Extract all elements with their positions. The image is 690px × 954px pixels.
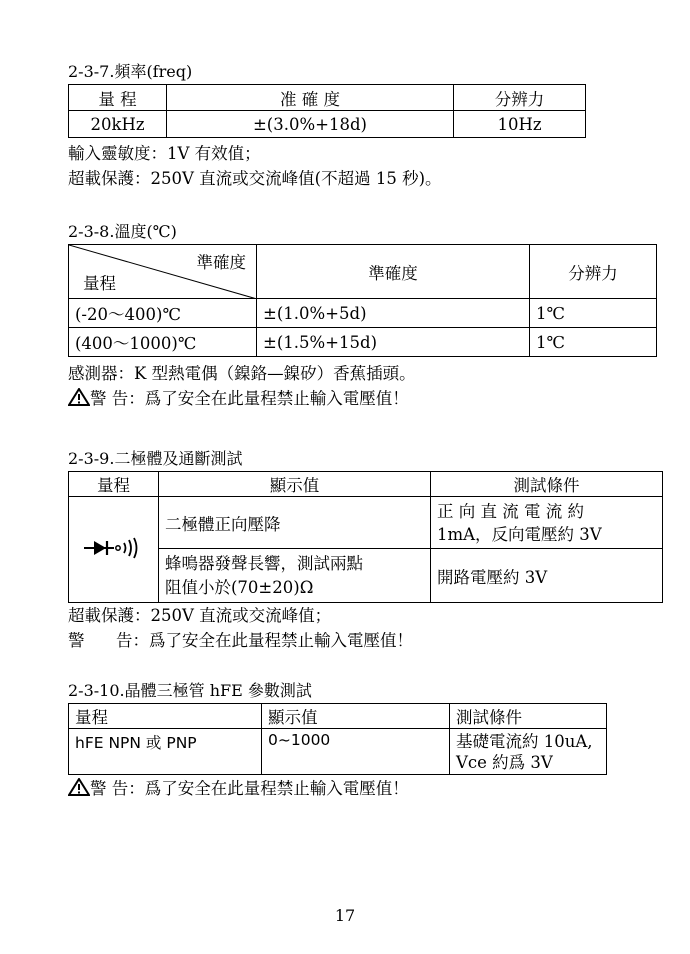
- cell-accuracy: ±(3.0%+18d): [167, 111, 454, 138]
- diode-spec-table: [68, 471, 663, 603]
- cell-accuracy: ±(1.0%+5d): [257, 299, 530, 328]
- header-accuracy: 準確度: [257, 245, 530, 299]
- display-line: 阻值小於(70±20)Ω: [165, 577, 314, 597]
- note-overload: 超載保護：250V 直流或交流峰值；: [68, 606, 332, 625]
- condition-line: 1mA，反向電壓約 3V: [437, 524, 602, 544]
- temp-spec-table: [68, 244, 657, 357]
- header-display: 顯示值: [262, 704, 450, 729]
- header-range: 量 程: [69, 85, 167, 111]
- cell-range: (400～1000)℃: [69, 328, 257, 357]
- condition-line: 基礎電流約 10uA,: [456, 731, 593, 751]
- page-number: 17: [334, 906, 356, 925]
- section-heading-diode: 2-3-9.二極體及通斷測試: [68, 449, 243, 468]
- header-resolution: 分辨力: [454, 85, 586, 111]
- cell-display: 0~1000: [262, 729, 450, 775]
- section-heading-temp: 2-3-8.溫度(℃): [68, 222, 177, 241]
- note-overload: 超載保護：250V 直流或交流峰值(不超過 15 秒)。: [68, 169, 442, 188]
- cell-range: (-20～400)℃: [69, 299, 257, 328]
- header-condition: 測試條件: [431, 472, 663, 497]
- note-sensitivity: 輸入靈敏度：1V 有效值；: [68, 144, 261, 163]
- cell-display-diode: 二極體正向壓降: [159, 497, 431, 549]
- cell-range: 20kHz: [69, 111, 167, 138]
- warning-triangle-icon: [68, 388, 90, 406]
- warning-triangle-icon: [68, 778, 90, 796]
- diagonal-header-cell: [69, 245, 257, 299]
- warning-text: 警 告：爲了安全在此量程禁止輸入電壓值！: [68, 631, 413, 650]
- header-range: 量程: [69, 472, 159, 497]
- cell-display-buzzer: [159, 549, 431, 603]
- header-condition: 測試條件: [450, 704, 607, 729]
- cell-accuracy: ±(1.5%+15d): [257, 328, 530, 357]
- note-sensor: 感測器：K 型熱電偶（鎳鉻—鎳矽）香蕉插頭。: [68, 364, 416, 383]
- cell-resolution: 1℃: [530, 328, 657, 357]
- cell-range: hFE NPN 或 PNP: [69, 729, 262, 775]
- header-resolution: 分辨力: [530, 245, 657, 299]
- cell-condition-buzzer: 開路電壓約 3V: [431, 549, 663, 603]
- cell-condition-diode: [431, 497, 663, 549]
- header-range: 量程: [69, 704, 262, 729]
- diag-top-label: 準確度: [196, 253, 246, 272]
- diode-buzzer-icon: [80, 536, 148, 560]
- warning-text: 警 告：爲了安全在此量程禁止輸入電壓值！: [90, 389, 409, 408]
- header-display: 顯示值: [159, 472, 431, 497]
- header-accuracy: 准 確 度: [167, 85, 454, 111]
- warning-text: 警 告：爲了安全在此量程禁止輸入電壓值！: [90, 779, 409, 798]
- condition-line: Vce 約爲 3V: [456, 752, 553, 772]
- section-heading-freq: 2-3-7.頻率(freq): [68, 62, 193, 81]
- warning-line: [68, 388, 409, 410]
- cell-resolution: 10Hz: [454, 111, 586, 138]
- warning-line: [68, 778, 409, 800]
- section-heading-hfe: 2-3-10.晶體三極管 hFE 參數測試: [68, 681, 312, 700]
- diode-continuity-symbol-cell: [69, 497, 159, 603]
- hfe-spec-table: [68, 703, 607, 775]
- condition-line: 正 向 直 流 電 流 約: [437, 501, 584, 521]
- diag-bottom-label: 量程: [83, 274, 116, 293]
- cell-resolution: 1℃: [530, 299, 657, 328]
- cell-condition: [450, 729, 607, 775]
- display-line: 蜂鳴器發聲長響，測試兩點: [165, 553, 363, 573]
- freq-spec-table: [68, 84, 586, 138]
